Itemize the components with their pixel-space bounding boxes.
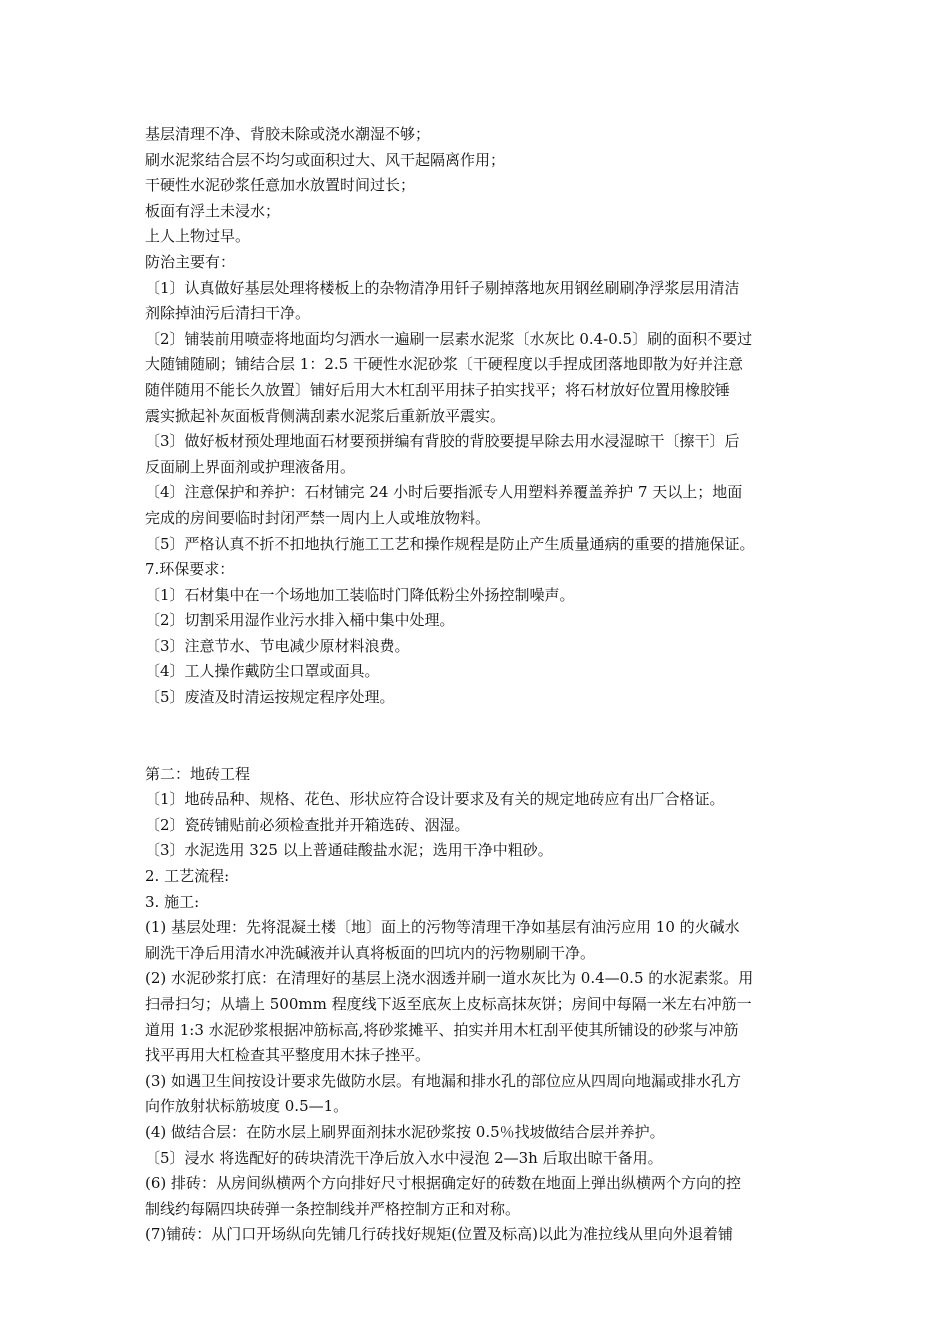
text-line: 〔5〕浸水 将选配好的砖块清洗干净后放入水中浸泡 2—3h 后取出晾干备用。 [145, 1148, 663, 1167]
text-line: 基层清理不净、背胶未除或浇水潮湿不够； [145, 125, 431, 143]
text-line: 刷水泥浆结合层不均匀或面积过大、风干起隔离作用； [145, 150, 506, 169]
text-line: 随伴随用不能长久放置〕铺好后用大木杠刮平用抹子拍实找平；将石材放好位置用橡胶锤 [145, 380, 731, 399]
section-gap [145, 711, 835, 762]
text-line: (7)铺砖：从门口开场纵向先铺几行砖找好规矩(位置及标高)以此为准拉线从里向外退着铺 [145, 1225, 733, 1244]
text-line: 〔3〕水泥选用 325 以上普通硅酸盐水泥；选用干净中粗砂。 [145, 841, 553, 860]
text-line: 向作放射状标筋坡度 0.5—1。 [145, 1097, 349, 1116]
text-line: 〔2〕瓷砖铺贴前必须检查批并开箱选砖、洇湿。 [145, 815, 470, 834]
text-line: 2. 工艺流程: [145, 867, 230, 886]
text-line: 反面刷上界面剂或护理液备用。 [145, 457, 356, 476]
text-line: 干硬性水泥砂浆任意加水放置时间过长； [145, 176, 416, 195]
text-line: (6) 排砖：从房间纵横两个方向排好尺寸根据确定好的砖数在地面上弹出纵横两个方向的控 [145, 1174, 742, 1193]
text-line: 找平再用大杠检查其平整度用木抹子挫平。 [145, 1046, 431, 1065]
text-line: 〔2〕切割采用湿作业污水排入桶中集中处理。 [145, 611, 455, 630]
text-line: (4) 做结合层：在防水层上刷界面剂抹水泥砂浆按 0.5％找坡做结合层并养护。 [145, 1122, 665, 1141]
text-line: 震实掀起补灰面板背侧满刮素水泥浆后重新放平震实。 [145, 406, 506, 425]
text-line: 板面有浮土未浸水； [145, 201, 281, 220]
document-page [145, 122, 835, 1248]
section-stone-defects-and-env [145, 122, 835, 711]
text-line: (2) 水泥砂浆打底：在清理好的基层上浇水洇透并刷一道水灰比为 0.4—0.5 的水泥素浆。用 [145, 969, 754, 988]
text-line: 刷洗干净后用清水冲洗碱液并认真将板面的凹坑内的污物剔刷干净。 [145, 943, 596, 962]
text-line: 3. 施工: [145, 892, 200, 911]
text-line: 剂除掉油污后清扫干净。 [145, 304, 311, 323]
text-line: 制线约每隔四块砖弹一条控制线并严格控制方正和对称。 [145, 1199, 521, 1218]
text-line: 〔5〕废渣及时清运按规定程序处理。 [145, 688, 395, 707]
text-line: 上人上物过早。 [145, 227, 251, 246]
text-line: 〔3〕注意节水、节电减少原材料浪费。 [145, 636, 410, 655]
text-line: 〔4〕注意保护和养护：石材铺完 24 小时后要指派专人用塑料养覆盖养护 7 天以上；地面 [145, 483, 743, 502]
text-line: 完成的房间要临时封闭严禁一周内上人或堆放物料。 [145, 508, 491, 527]
section-floor-tile-works [145, 762, 835, 1248]
text-line: 〔3〕做好板材预处理地面石材要预拼编有背胶的背胶要提早除去用水浸湿晾干〔擦干〕后 [145, 432, 740, 451]
text-line: 道用 1:3 水泥砂浆根据冲筋标高,将砂浆摊平、拍实并用木杠刮平使其所铺设的砂浆与冲筋 [145, 1020, 739, 1039]
text-line: 第二：地砖工程 [145, 764, 251, 783]
text-line: (1) 基层处理：先将混凝土楼〔地〕面上的污物等清理干净如基层有油污应用 10 的火碱水 [145, 918, 740, 937]
text-line: 扫帚扫匀；从墙上 500mm 程度线下返至底灰上皮标高抹灰饼；房间中每隔一米左右冲筋一 [145, 995, 752, 1013]
text-line: 大随铺随刷；铺结合层 1：2.5 干硬性水泥砂浆〔干硬程度以手捏成团落地即散为好并注意 [145, 355, 743, 374]
text-line: 防治主要有： [145, 252, 236, 271]
text-line: 〔5〕严格认真不折不扣地执行施工工艺和操作规程是防止产生质量通病的重要的措施保证。 [145, 534, 755, 553]
text-line: 〔1〕认真做好基层处理将楼板上的杂物清净用钎子剔掉落地灰用钢丝刷刷净浮浆层用清洁 [145, 278, 740, 297]
text-line: (3) 如遇卫生间按设计要求先做防水层。有地漏和排水孔的部位应从四周向地漏或排水孔方 [145, 1071, 742, 1090]
text-line: 〔4〕工人操作戴防尘口罩或面具。 [145, 662, 380, 681]
text-line: 〔2〕铺装前用喷壶将地面均匀洒水一遍刷一层素水泥浆〔水灰比 0.4-0.5〕刷的面积不要过 [145, 329, 753, 348]
text-line: 〔1〕石材集中在一个场地加工装临时门降低粉尘外扬控制噪声。 [145, 585, 575, 604]
text-line: 〔1〕地砖品种、规格、花色、形状应符合设计要求及有关的规定地砖应有出厂合格证。 [145, 790, 725, 809]
text-line: 7.环保要求： [145, 560, 235, 579]
